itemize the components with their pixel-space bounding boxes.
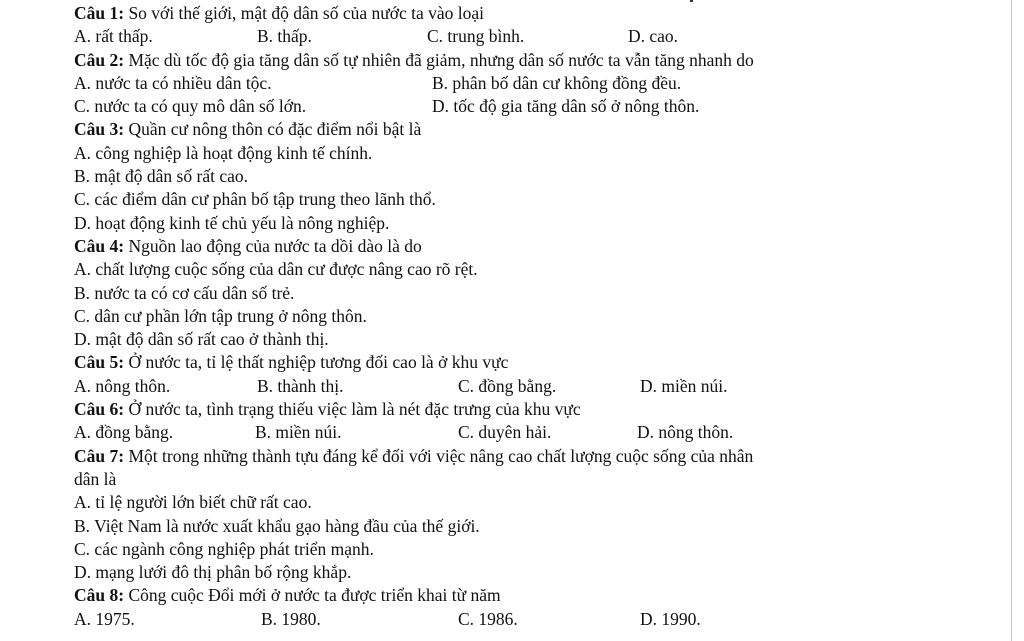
question-7 [74, 445, 974, 468]
question-6-option-c: C. duyên hải. [458, 422, 552, 443]
question-6-options [74, 421, 974, 444]
question-8-option-d: D. 1990. [640, 608, 701, 629]
question-5-option-a: A. nông thôn. [74, 375, 171, 396]
question-5-text: Ở nước ta, tỉ lệ thất nghiệp tương đối cao là ở khu vực [124, 352, 509, 373]
question-5-option-c: C. đồng bằng. [458, 375, 557, 396]
question-8-option-a: A. 1975. [74, 608, 135, 629]
question-2 [74, 49, 974, 72]
question-1-text: So với thế giới, mật độ dân số của nước ta vào loại [124, 3, 485, 23]
question-4-option-d: D. mật độ dân số rất cao ở thành thị. [74, 329, 329, 350]
question-6-option-d: D. nông thôn. [637, 422, 734, 443]
question-7-text: Một trong những thành tựu đáng kể đối với việc nâng cao chất lượng cuộc sống của nhân [124, 445, 754, 466]
question-4-option-c: C. dân cư phần lớn tập trung ở nông thôn. [74, 305, 367, 326]
question-6 [74, 398, 974, 421]
question-3-option-c: C. các điểm dân cư phân bố tập trung theo lãnh thổ. [74, 189, 436, 210]
question-6-option-a: A. đồng bằng. [74, 422, 174, 443]
question-2-options-row-1 [74, 72, 974, 95]
question-7-option-b: B. Việt Nam là nước xuất khẩu gạo hàng đầu của thế giới. [74, 515, 480, 536]
question-3-option-a: A. công nghiệp là hoạt động kinh tế chính. [74, 142, 373, 163]
question-2-option-a: A. nước ta có nhiều dân tộc. [74, 72, 272, 93]
question-4-label: Câu 4: [74, 235, 125, 256]
question-2-label: Câu 2: [74, 49, 125, 70]
question-4-option-b: B. nước ta có cơ cấu dân số trẻ. [74, 282, 295, 303]
question-7-option-a: A. tỉ lệ người lớn biết chữ rất cao. [74, 492, 312, 513]
question-2-option-b: B. phân bố dân cư không đồng đều. [432, 72, 682, 93]
question-4-text: Nguồn lao động của nước ta dồi dào là do [124, 235, 422, 256]
question-5-option-b: B. thành thị. [257, 375, 344, 396]
question-7-option-c: C. các ngành công nghiệp phát triển mạnh. [74, 538, 374, 559]
question-1-label: Câu 1: [74, 3, 125, 23]
question-1 [74, 2, 974, 25]
question-2-option-d: D. tốc độ gia tăng dân số ở nông thôn. [432, 96, 700, 117]
question-8-options [74, 608, 974, 631]
quiz-content [74, 2, 974, 631]
question-5-label: Câu 5: [74, 352, 125, 373]
question-7-text-continued: dân là [74, 468, 117, 489]
question-2-options-row-2 [74, 95, 974, 118]
question-1-option-c: C. trung bình. [427, 26, 525, 47]
question-3 [74, 118, 974, 141]
question-4-option-a: A. chất lượng cuộc sống của dân cư được nâng cao rõ rệt. [74, 259, 478, 280]
question-7-option-d: D. mạng lưới đô thị phân bố rộng khắp. [74, 562, 352, 583]
question-4 [74, 235, 974, 258]
question-8-option-b: B. 1980. [261, 608, 321, 629]
question-3-option-d: D. hoạt động kinh tế chủ yếu là nông nghiệp. [74, 212, 390, 233]
question-1-option-a: A. rất thấp. [74, 26, 153, 47]
page-edge-line [1011, 0, 1012, 641]
question-2-text: Mặc dù tốc độ gia tăng dân số tự nhiên đã giảm, nhưng dân số nước ta vẫn tăng nhanh do [124, 49, 754, 70]
question-7-label: Câu 7: [74, 445, 125, 466]
question-3-text: Quần cư nông thôn có đặc điểm nổi bật là [124, 119, 422, 140]
question-8 [74, 584, 974, 607]
question-3-label: Câu 3: [74, 119, 125, 140]
question-8-option-c: C. 1986. [458, 608, 518, 629]
question-1-option-d: D. cao. [628, 26, 679, 47]
question-8-label: Câu 8: [74, 585, 125, 606]
question-1-option-b: B. thấp. [257, 26, 312, 47]
question-6-label: Câu 6: [74, 399, 125, 420]
question-5-options [74, 375, 974, 398]
question-3-option-b: B. mật độ dân số rất cao. [74, 166, 248, 187]
question-8-text: Công cuộc Đổi mới ở nước ta được triển khai từ năm [124, 585, 501, 606]
question-1-options [74, 25, 974, 48]
question-6-option-b: B. miền núi. [255, 422, 342, 443]
question-5-option-d: D. miền núi. [640, 375, 728, 396]
question-2-option-c: C. nước ta có quy mô dân số lớn. [74, 96, 307, 117]
question-5 [74, 351, 974, 374]
question-6-text: Ở nước ta, tình trạng thiếu việc làm là nét đặc trưng của khu vực [124, 399, 581, 420]
